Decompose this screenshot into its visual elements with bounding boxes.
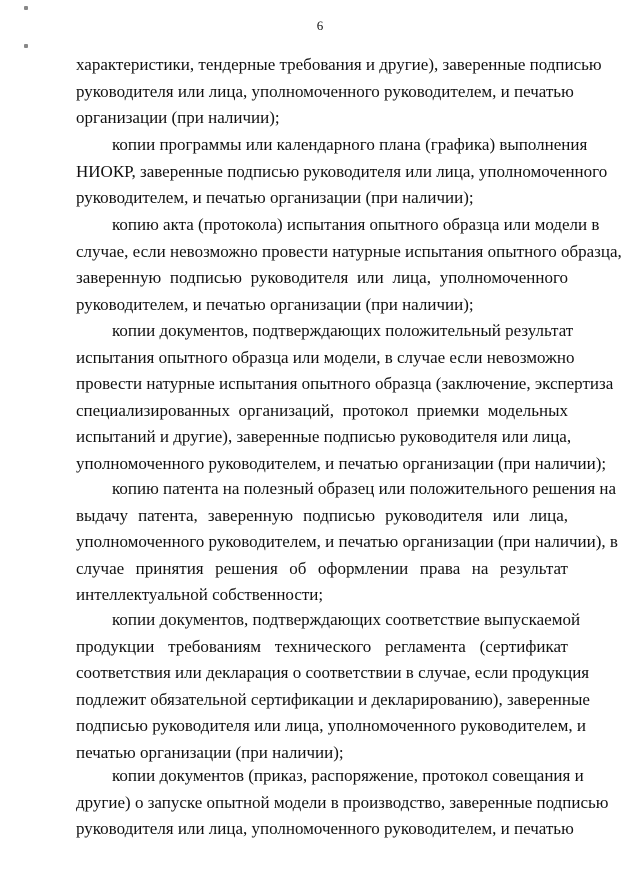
text-line: испытания опытного образца или модели, в случае если невозможно [76,347,575,367]
text-line: руководителем, и печатью организации (при наличии); [76,188,474,207]
paragraph [76,132,608,212]
text-line: уполномоченного руководителем, и печатью организации (при наличии); [76,453,607,473]
text-line: соответствия или декларация о соответствии в случае, если продукция [76,663,590,682]
paragraph [76,52,602,132]
text-line: подписью руководителя или лица, уполномоченного руководителем, и [76,716,586,735]
text-line: копию патента на полезный образец или положительного решения на [112,479,617,498]
text-line: выдачу патента, заверенную подписью руководителя или лица, [76,505,568,525]
text-line: копию акта (протокола) испытания опытного образца или модели в [112,215,600,234]
page-number: 6 [316,18,324,33]
text-line: руководителя или лица, уполномоченного руководителем, и печатью [76,81,574,101]
scan-artifact-mark [24,44,28,48]
text-line: интеллектуальной собственности; [76,585,324,604]
text-line: копии документов, подтверждающих положительный результат [112,321,574,340]
text-line: НИОКР, заверенные подписью руководителя или лица, уполномоченного [76,161,608,181]
text-line: руководителя или лица, уполномоченного руководителем, и печатью [76,819,574,838]
paragraph [76,318,614,477]
text-line: провести натурные испытания опытного образца (заключение, экспертиза [76,374,614,393]
paragraph [76,763,609,843]
text-line: организации (при наличии); [76,108,280,127]
text-line: испытаний и другие), заверенные подписью руководителя или лица, [76,427,572,446]
text-line: специализированных организаций, протокол приемки модельных [76,400,568,420]
scan-artifact-mark [24,6,28,10]
text-line: копии документов, подтверждающих соответствие выпускаемой [112,610,581,629]
text-line: руководителем, и печатью организации (при наличии); [76,294,474,314]
text-line: случае, если невозможно провести натурные испытания опытного образца, [76,241,622,261]
text-line: продукции требованиям технического регламента (сертификат [76,636,568,656]
paragraph [76,607,590,766]
text-line: копии программы или календарного плана (графика) выполнения [112,135,588,154]
text-line: характеристики, тендерные требования и другие), заверенные подписью [76,55,602,74]
text-line: копии документов (приказ, распоряжение, протокол совещания и [112,766,584,785]
paragraph [76,212,622,318]
text-line: заверенную подписью руководителя или лица, уполномоченного [76,268,568,287]
text-line: уполномоченного руководителем, и печатью организации (при наличии), в [76,532,618,551]
text-line: печатью организации (при наличии); [76,742,344,762]
paragraph [76,476,618,609]
text-line: случае принятия решения об оформлении права на результат [76,558,568,578]
text-line: подлежит обязательной сертификации и декларированию), заверенные [76,689,590,709]
text-line: другие) о запуске опытной модели в производство, заверенные подписью [76,792,609,812]
